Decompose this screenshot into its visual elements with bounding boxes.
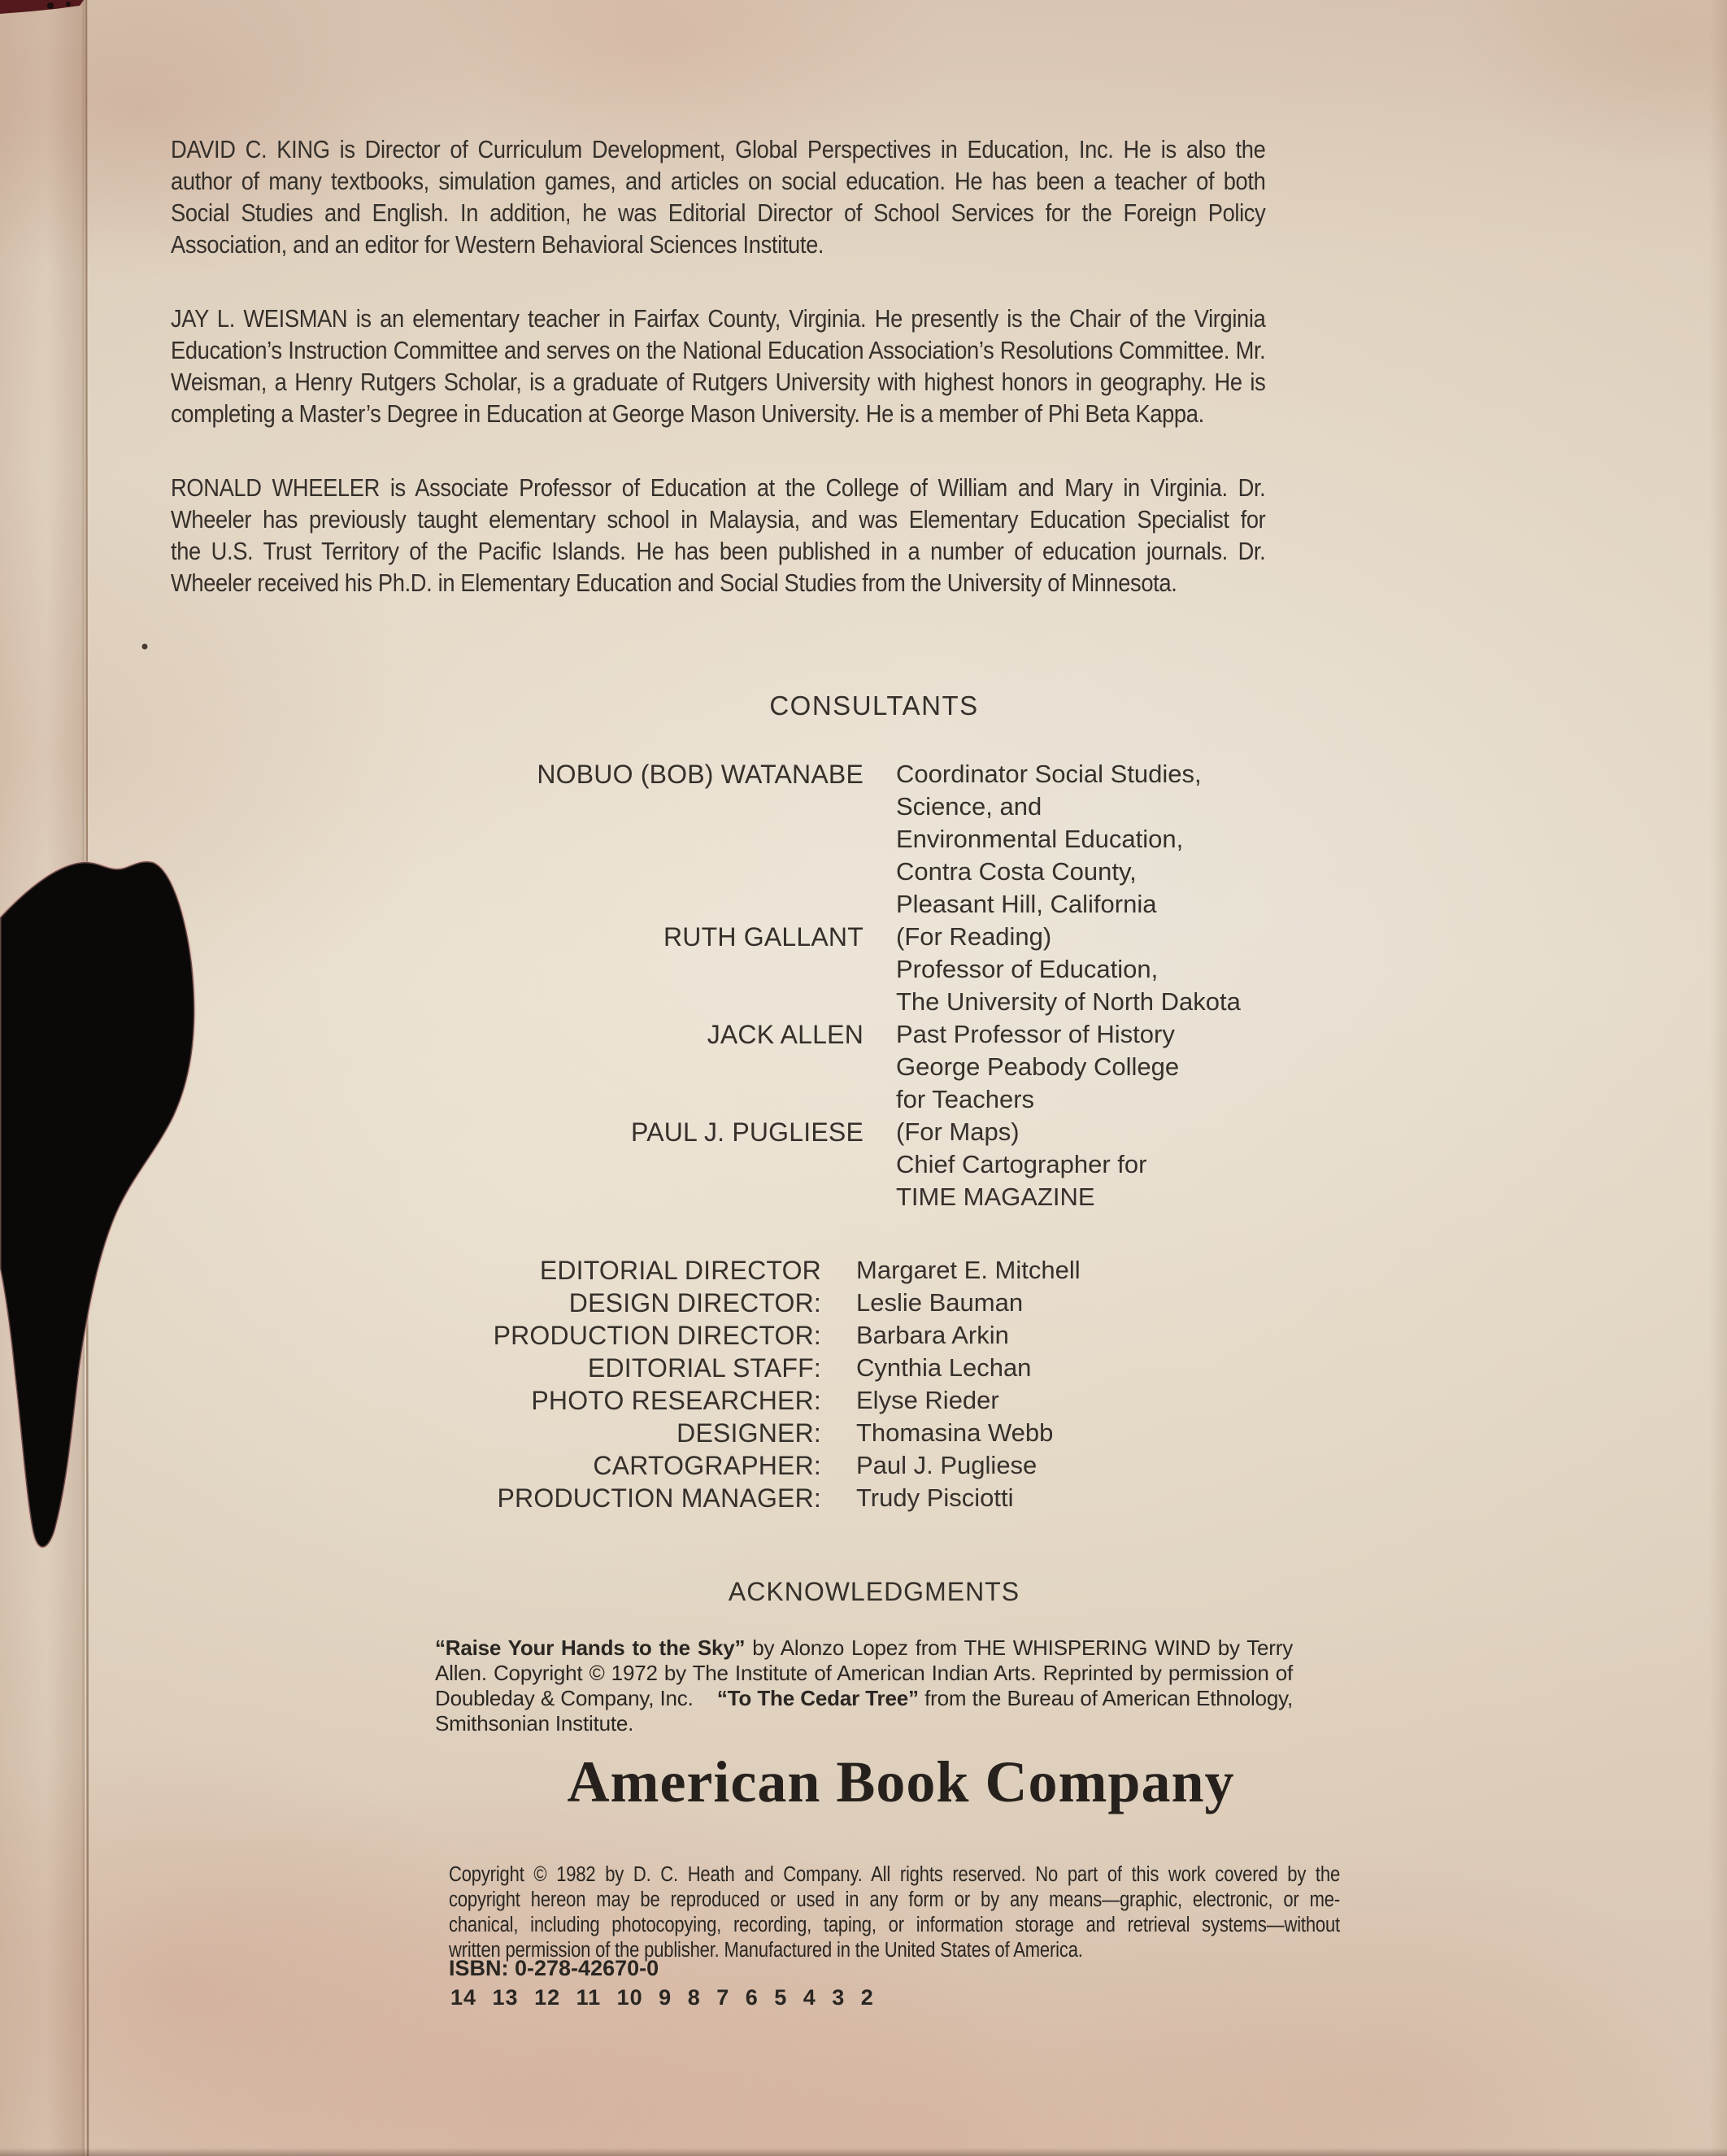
isbn-line: ISBN: 0-278-42670-0 [449,1956,659,1980]
bio-paragraph [171,303,1265,429]
staff-person: Cynthia Lechan [856,1353,1032,1382]
copyright-line: copyright hereon may be reproduced or used in any form or by any means—graphic, electronic, or me- [449,1888,1341,1911]
staff-row [309,1319,1081,1352]
staff-role: CARTOGRAPHER: [593,1451,821,1480]
consultant-detail-line: Science, and [896,792,1042,821]
bio-line: Wheeler has previously taught elementary school in Malaysia, and was Elementary Education Specialist for [171,505,1266,534]
scan-right-edge [1709,0,1727,2156]
consultant-detail-line: (For Reading) [896,922,1052,951]
scan-bottom-edge [0,2148,1727,2156]
consultant-name: NOBUO (BOB) WATANABE [537,760,864,789]
staff-row [309,1287,1081,1319]
consultant-details [896,758,1335,921]
bio-line: Weisman, a Henry Rutgers Scholar, is a graduate of Rutgers University with highest honors in geography. He is [171,368,1266,396]
bio-paragraph [171,133,1265,260]
bio-line: JAY L. WEISMAN is an elementary teacher in Fairfax County, Virginia. He presently is the Chair of the Virginia [171,304,1266,333]
consultant-name: JACK ALLEN [707,1020,864,1049]
staff-person: Margaret E. Mitchell [856,1256,1081,1284]
consultant-detail-line: Past Professor of History [896,1020,1175,1048]
bio-paragraph [171,472,1265,599]
acknowledgments-heading: ACKNOWLEDGMENTS [728,1577,1020,1606]
consultant-name: PAUL J. PUGLIESE [631,1117,864,1147]
staff-row [309,1482,1081,1514]
publisher-logotype: American Book Company [567,1749,1235,1814]
staff-role: EDITORIAL STAFF: [587,1353,821,1383]
bio-line: Education’s Instruction Committee and serves on the National Education Association’s Resolutions Committee. Mr. [171,336,1266,364]
staff-credits [309,1254,1081,1514]
consultant-detail-line: Professor of Education, [896,955,1159,983]
consultant-row [244,1116,1335,1213]
copyright-notice [449,1862,1340,1963]
paper-speck [142,644,148,650]
consultants-list [244,758,1335,1213]
staff-row [309,1417,1081,1449]
bio-line: Social Studies and English. In addition, he was Editorial Director of School Services for the Foreign Policy [171,198,1266,227]
copyright-line: chanical, including photocopying, recording, taping, or information storage and retrieval systems—without [449,1914,1341,1936]
staff-person: Thomasina Webb [856,1418,1054,1447]
bio-line: completing a Master’s Degree in Education at George Mason University. He is a member of Phi Beta Kappa. [171,399,1204,428]
acknowledgments-text [435,1636,1293,1736]
staff-role: PRODUCTION MANAGER: [497,1483,821,1513]
bio-line: Wheeler received his Ph.D. in Elementary Education and Social Studies from the University of Minnesota. [171,568,1177,597]
staff-person: Leslie Bauman [856,1288,1024,1317]
consultant-row [244,921,1335,1018]
acknowledgment-title: “To The Cedar Tree” [716,1686,919,1710]
staff-role: DESIGNER: [676,1418,821,1448]
staff-role: PRODUCTION DIRECTOR: [493,1321,821,1350]
staff-row [309,1254,1081,1287]
consultant-name: RUTH GALLANT [663,922,864,952]
copyright-line: written permission of the publisher. Manufactured in the United States of America. [449,1939,1083,1962]
staff-row [309,1449,1081,1482]
acknowledgment-text: by Alonzo Lopez from THE WHISPERING WIND by Terry Allen. Copyright © 1972 by The Institute of American Indian Arts. Reprinted by permission of Doubleday & Company, Inc. [435,1636,1293,1710]
consultant-detail-line: Contra Costa County, [896,857,1137,886]
bio-line: author of many textbooks, simulation games, and articles on social education. He has been a teacher of both [171,167,1266,195]
staff-person: Elyse Rieder [856,1386,999,1414]
consultant-detail-line: Chief Cartographer for [896,1150,1147,1178]
printing-number-line: 14 13 12 11 10 9 8 7 6 5 4 3 2 [450,1985,874,2010]
bio-line: RONALD WHEELER is Associate Professor of Education at the College of William and Mary in Virginia. Dr. [171,473,1266,502]
staff-row [309,1352,1081,1384]
acknowledgment-text: from the Bureau of American Ethnology, Smithsonian Institute. [435,1686,1293,1736]
staff-role: PHOTO RESEARCHER: [531,1386,821,1415]
consultant-detail-line: for Teachers [896,1085,1035,1113]
consultant-details [896,1116,1335,1213]
consultant-detail-line: (For Maps) [896,1117,1020,1146]
gutter-crease-line [86,0,88,2156]
consultant-row [244,1018,1335,1116]
consultant-details [896,1018,1335,1116]
staff-role: EDITORIAL DIRECTOR [539,1256,821,1285]
consultants-heading: CONSULTANTS [769,690,979,721]
author-bios [171,133,1265,641]
staff-person: Barbara Arkin [856,1321,1009,1349]
staff-role: DESIGN DIRECTOR: [568,1288,821,1318]
staff-person: Paul J. Pugliese [856,1451,1038,1479]
consultant-detail-line: Coordinator Social Studies, [896,760,1202,788]
copyright-line: Copyright © 1982 by D. C. Heath and Company. All rights reserved. No part of this work covered by the [449,1863,1341,1886]
staff-person: Trudy Pisciotti [856,1483,1014,1512]
bio-line: the U.S. Trust Territory of the Pacific Islands. He has been published in a number of education journals. Dr. [171,537,1266,565]
bio-line: DAVID C. KING is Director of Curriculum Development, Global Perspectives in Education, Inc. He is also the [171,135,1266,163]
staff-row [309,1384,1081,1417]
consultant-row [244,758,1335,921]
acknowledgment-title: “Raise Your Hands to the Sky” [435,1636,746,1660]
consultant-details [896,921,1335,1018]
consultant-detail-line: George Peabody College [896,1052,1180,1081]
consultant-detail-line: The University of North Dakota [896,987,1241,1016]
consultant-detail-line: TIME MAGAZINE [896,1183,1095,1211]
consultant-detail-line: Environmental Education, [896,825,1184,853]
bio-line: Association, and an editor for Western Behavioral Sciences Institute. [171,230,824,259]
page-gutter-margin [0,0,85,2156]
consultant-detail-line: Pleasant Hill, California [896,890,1157,918]
